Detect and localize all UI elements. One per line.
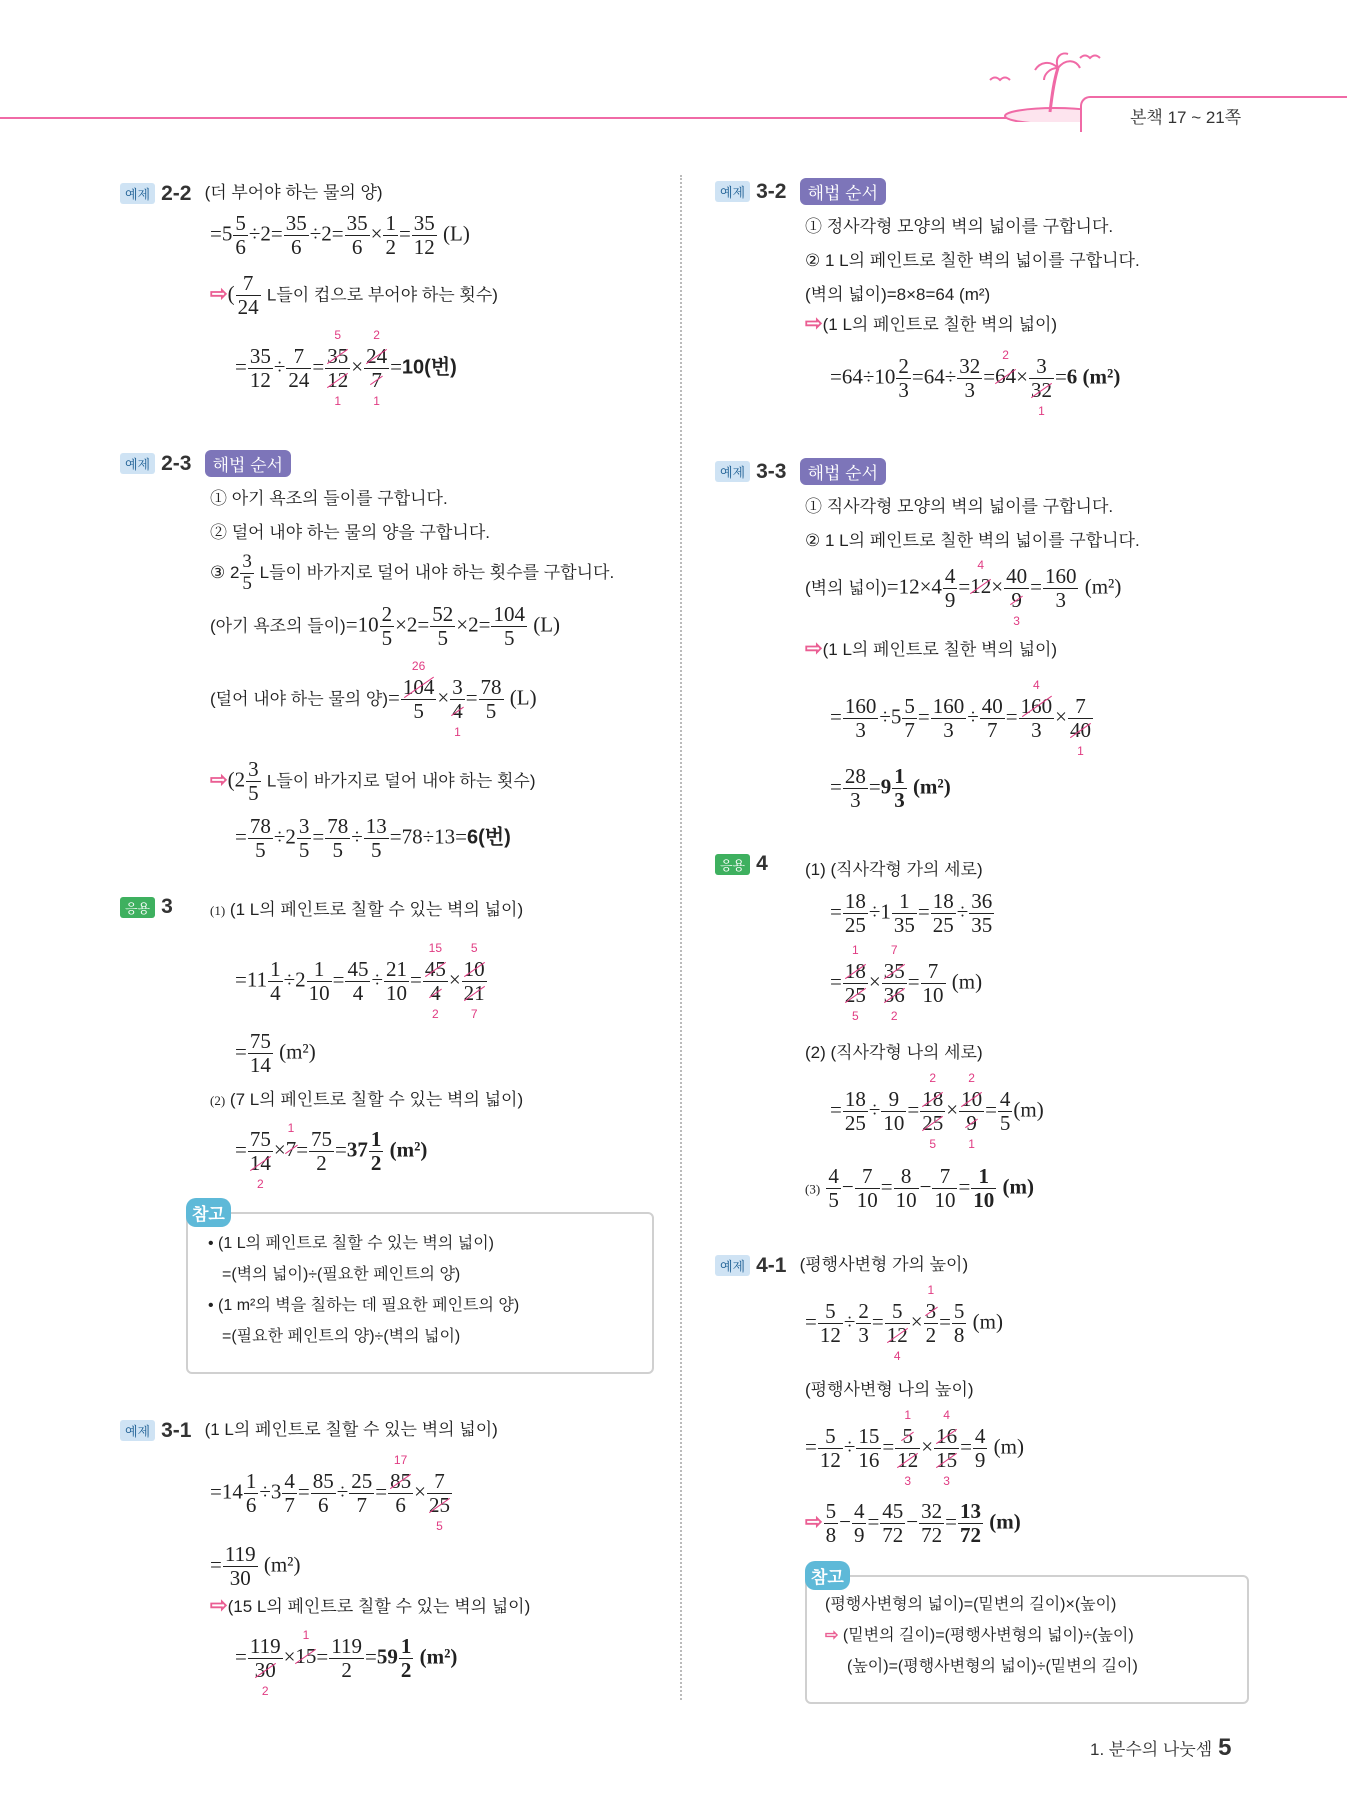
ex41-line3: ⇨ $\frac{5}{8}$ − $\frac{4}{9}$ = $\frac{45}{72}$ − $\frac{32}{72}$ = $\frac{13}{72}$ (m) <box>805 1499 1021 1548</box>
app4-line1: = $\frac{18}{25}$ ÷1 $\frac{1}{35}$ = $\frac{18}{25}$ ÷ $\frac{36}{35}$ <box>830 889 993 938</box>
ex32-heading: 예제 3-2 해법 순서 <box>715 178 886 205</box>
ex22-line2: = $\frac{35}{12}$ ÷ $\frac{7}{24}$ = 35 5 12 1 × 24 2 7 1 =10(번) <box>235 328 457 408</box>
ex31-answer: 59 <box>376 1644 398 1669</box>
note1-text: • (1 L의 페인트로 칠할 수 있는 벽의 넓이) =(벽의 넓이)÷(필요한 페인트의 양) • (1 m²의 벽을 칠하는 데 필요한 페인트의 양) =(필요한 페인트의 양)÷(벽의 넓이) <box>208 1235 520 1345</box>
ex33-arrow-line: ⇨(1 L의 페인트로 칠한 벽의 넓이) <box>805 636 1058 660</box>
app4-part1-title: (1) (직사각형 가의 세로) <box>805 860 983 879</box>
ex33-answer: 9 <box>880 774 892 799</box>
ex32-answer: 6 (m²) <box>1066 364 1121 389</box>
ex33-line1: = $\frac{160}{3}$ ÷5 $\frac{5}{7}$ = $\frac{160}{3}$ ÷ $\frac{40}{7}$ = 160 4 3 × 7 40 1 <box>830 678 1091 758</box>
app3-heading: 응용 3 <box>120 895 173 919</box>
ex31-line1: =14 $\frac{1}{6}$ ÷3 $\frac{4}{7}$ = $\frac{85}{6}$ ÷ $\frac{25}{7}$ = 85 17 6 × 7 25 5 <box>210 1453 450 1533</box>
ex31-line2: = $\frac{119}{30}$ (m²) <box>210 1542 301 1591</box>
note2-text: (평행사변형의 넓이)=(밑변의 길이)×(높이) ⇨ (밑변의 길이)=(평행사변형의 넓이)÷(높이) (높이)=(평행사변형의 넓이)÷(밑변의 길이) <box>825 1596 1138 1675</box>
app3-line1: =11 $\frac{1}{4}$ ÷2 $\frac{1}{10}$ = $\frac{45}{4}$ ÷ $\frac{21}{10}$ = 45 15 4 2 × 10 5 21 7 <box>235 941 485 1021</box>
note-label-2: 참고 <box>805 1561 850 1590</box>
ex22-answer: 10(번) <box>401 356 457 379</box>
ex33-line2: = $\frac{28}{3}$ =9 $\frac{1}{3}$ (m²) <box>830 764 951 813</box>
page-number: 5 <box>1218 1734 1232 1761</box>
ex23-step1: ① 아기 욕조의 들이를 구합니다. <box>210 489 448 508</box>
ex31-title: (1 L의 페인트로 칠할 수 있는 벽의 넓이) <box>204 1420 498 1439</box>
ex33-area-line: (벽의 넓이)=12×4 $\frac{4}{9}$ =12 4 × 40 9 3 = $\frac{160}{3}$ (m²) <box>805 558 1122 628</box>
ex23-line2: (덜어 내야 하는 물의 양)= 104 26 5 × 3 4 1 = $\frac{78}{5}$ (L) <box>210 659 537 739</box>
ex31-heading: 예제 3-1 (1 L의 페인트로 칠할 수 있는 벽의 넓이) <box>120 1415 498 1443</box>
ex23-line3: = $\frac{78}{5}$ ÷2 $\frac{3}{5}$ = $\frac{78}{5}$ ÷ $\frac{13}{5}$ =78÷13=6(번) <box>235 814 511 863</box>
app3-part2-title: (2) (7 L의 페인트로 칠할 수 있는 벽의 넓이) <box>210 1090 524 1109</box>
app4-line4: (3) $\frac{4}{5}$ − $\frac{7}{10}$ = $\frac{8}{10}$ − $\frac{7}{10}$ = $\frac{1}{10}$ (m) <box>805 1164 1035 1213</box>
footer <box>1090 1734 1232 1762</box>
app4-line2: = 18 1 25 5 × 35 7 36 2 = $\frac{7}{10}$ (m) <box>830 943 983 1023</box>
ex23-heading: 예제 2-3 해법 순서 <box>120 450 291 477</box>
ex22-arrow-line: ⇨( $\frac{7}{24}$ L들이 컵으로 부어야 하는 횟수) <box>210 271 498 320</box>
ex23-step2: ② 덜어 내야 하는 물의 양을 구합니다. <box>210 523 490 542</box>
note-label-1: 참고 <box>186 1198 231 1227</box>
app3-line2: = $\frac{75}{14}$ (m²) <box>235 1029 316 1078</box>
ex41-sub: (평행사변형 나의 높이) <box>805 1380 974 1399</box>
ex22-title: (더 부어야 하는 물의 양) <box>204 183 383 202</box>
ex23-line1: (아기 욕조의 들이)=10 $\frac{2}{5}$ ×2= $\frac{52}{5}$ ×2= $\frac{104}{5}$ (L) <box>210 602 561 651</box>
ex33-step1: ① 직사각형 모양의 벽의 넓이를 구합니다. <box>805 497 1114 516</box>
page-ref: 본책 17 ~ 21쪽 <box>1130 108 1242 127</box>
ex33-step2: ② 1 L의 페인트로 칠한 벽의 넓이를 구합니다. <box>805 531 1140 550</box>
app4-heading: 응용 4 <box>715 852 768 876</box>
chapter-title: 1. 분수의 나눗셈 <box>1090 1740 1213 1759</box>
ex33-heading: 예제 3-3 해법 순서 <box>715 458 886 485</box>
column-divider <box>680 175 682 1700</box>
ex32-step2: ② 1 L의 페인트로 칠한 벽의 넓이를 구합니다. <box>805 251 1140 270</box>
ex41-line1: = $\frac{5}{12}$ ÷ $\frac{2}{3}$ = 5 12 4 × 3 1 2 = $\frac{5}{8}$ (m) <box>805 1283 1003 1363</box>
app3-line3: = 75 14 2 ×7 1 = $\frac{75}{2}$ =37 $\frac{1}{2}$ (m²) <box>235 1121 428 1191</box>
ex23-step3: ③ 2 $\frac{3}{5}$ L들이 바가지로 덜어 내야 하는 횟수를 구합니다. <box>210 551 615 594</box>
method-badge: 해법 순서 <box>205 450 291 477</box>
ex32-area: (벽의 넓이)=8×8=64 (m²) <box>805 285 991 304</box>
example-tag: 예제 <box>120 183 155 204</box>
ex41-line2: = $\frac{5}{12}$ ÷ $\frac{15}{16}$ = 5 1 12 3 × 16 4 15 3 = $\frac{4}{9}$ (m) <box>805 1408 1024 1488</box>
ex23-arrow-line: ⇨(2 $\frac{3}{5}$ L들이 바가지로 덜어 내야 하는 횟수) <box>210 757 536 806</box>
ex41-heading: 예제 4-1 (평행사변형 가의 높이) <box>715 1250 968 1278</box>
app4-line3: = $\frac{18}{25}$ ÷ $\frac{9}{10}$ = 18 2 25 5 × 10 2 9 1 = $\frac{4}{5}$ (m) <box>830 1071 1044 1151</box>
ex32-arrow-line: ⇨(1 L의 페인트로 칠한 벽의 넓이) <box>805 311 1058 335</box>
applied-tag: 응용 <box>120 897 155 918</box>
app3-answer: 37 <box>346 1137 368 1162</box>
ex41-title: (평행사변형 가의 높이) <box>799 1255 969 1274</box>
ex22-line1: =5 $\frac{5}{6}$ ÷2= $\frac{35}{6}$ ÷2= $\frac{35}{6}$ × $\frac{1}{2}$ = $\frac{35}{12}$ (L) <box>210 211 470 260</box>
app4-part2-title: (2) (직사각형 나의 세로) <box>805 1043 983 1062</box>
ex31-line3: = 119 30 2 ×15 1 = $\frac{119}{2}$ =59 $\frac{1}{2}$ (m²) <box>235 1628 458 1698</box>
ex22-heading: 예제 2-2 (더 부어야 하는 물의 양) <box>120 178 383 206</box>
ex32-step1: ① 정사각형 모양의 벽의 넓이를 구합니다. <box>805 217 1114 236</box>
app3-part1-title: (1) (1 L의 페인트로 칠할 수 있는 벽의 넓이) <box>210 900 524 919</box>
ex23-answer: 6(번) <box>466 826 511 849</box>
ex31-arrow-line: ⇨(15 L의 페인트로 칠할 수 있는 벽의 넓이) <box>210 1593 531 1617</box>
ex32-line1: =64÷10 $\frac{2}{3}$ =64÷ $\frac{32}{3}$ =64 2 × 3 32 1 =6 (m²) <box>830 348 1121 418</box>
